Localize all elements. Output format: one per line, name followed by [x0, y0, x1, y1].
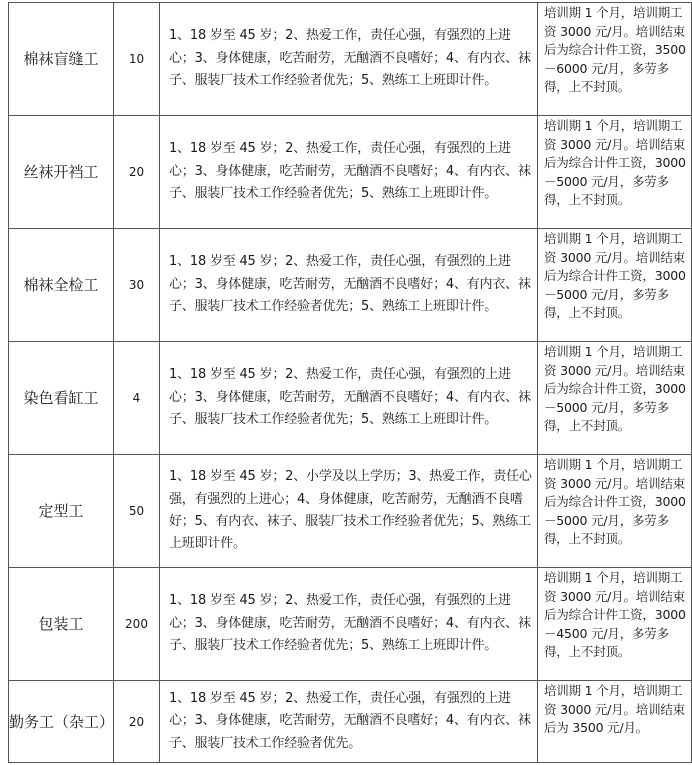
job-title: 定型工	[9, 455, 114, 568]
table-row	[9, 455, 692, 568]
job-requirements: 1、18 岁至 45 岁；2、热爱工作，责任心强，有强烈的上进心；3、身体健康，吃苦耐劳，无酗酒不良嗜好；4、有内衣、袜子、服装厂技术工作经验者优先；5、熟练工上班即计件。	[160, 229, 538, 342]
compensation-text: 培训期 1 个月，培训期工资 3000 元/月。培训结束后为综合计件工资，3000－5000 元/月，多劳多得，上不封顶。	[544, 231, 686, 321]
headcount: 30	[114, 229, 160, 342]
table-row	[9, 3, 692, 116]
job-title: 包装工	[9, 568, 114, 681]
table-row	[9, 116, 692, 229]
compensation-text: 培训期 1 个月，培训期工资 3000 元/月。培训结束后为综合计件工资，3500－6000 元/月，多劳多得，上不封顶。	[544, 5, 686, 95]
job-requirements: 1、18 岁至 45 岁；2、热爱工作，责任心强，有强烈的上进心；3、身体健康，吃苦耐劳，无酗酒不良嗜好；4、有内衣、袜子、服装厂技术工作经验者优先；5、熟练工上班即计件。	[160, 568, 538, 681]
compensation	[538, 568, 692, 681]
job-requirements: 1、18 岁至 45 岁；2、热爱工作，责任心强，有强烈的上进心；3、身体健康，吃苦耐劳，无酗酒不良嗜好；4、有内衣、袜子、服装厂技术工作经验者优先；5、熟练工上班即计件。	[160, 342, 538, 455]
headcount: 10	[114, 3, 160, 116]
job-listing-table	[8, 2, 692, 763]
compensation	[538, 681, 692, 763]
compensation-text: 培训期 1 个月，培训期工资 3000 元/月。培训结束后为综合计件工资，3000－5000 元/月，多劳多得，上不封顶。	[544, 457, 686, 547]
job-requirements: 1、18 岁至 45 岁；2、小学及以上学历；3、热爱工作，责任心强，有强烈的上进心；4、身体健康，吃苦耐劳，无酗酒不良嗜好；5、有内衣、袜子、服装厂技术工作经验者优先；5、熟练工上班即计件。	[160, 455, 538, 568]
headcount: 20	[114, 681, 160, 763]
compensation-text: 培训期 1 个月，培训期工资 3000 元/月。培训结束后为综合计件工资，3000－4500 元/月，多劳多得，上不封顶。	[544, 570, 686, 660]
job-title: 丝袜开裆工	[9, 116, 114, 229]
table-row	[9, 229, 692, 342]
compensation	[538, 342, 692, 455]
job-requirements: 1、18 岁至 45 岁；2、热爱工作，责任心强，有强烈的上进心；3、身体健康，吃苦耐劳，无酗酒不良嗜好；4、有内衣、袜子、服装厂技术工作经验者优先。	[160, 681, 538, 763]
job-title: 棉袜全检工	[9, 229, 114, 342]
headcount: 50	[114, 455, 160, 568]
job-requirements: 1、18 岁至 45 岁；2、热爱工作，责任心强，有强烈的上进心；3、身体健康，吃苦耐劳，无酗酒不良嗜好；4、有内衣、袜子、服装厂技术工作经验者优先；5、熟练工上班即计件。	[160, 3, 538, 116]
job-title: 勤务工（杂工）	[9, 681, 114, 763]
job-title: 棉袜盲缝工	[9, 3, 114, 116]
table-row	[9, 681, 692, 763]
compensation	[538, 455, 692, 568]
compensation	[538, 3, 692, 116]
table-row	[9, 342, 692, 455]
table-row	[9, 568, 692, 681]
headcount: 4	[114, 342, 160, 455]
compensation	[538, 229, 692, 342]
headcount: 20	[114, 116, 160, 229]
compensation-text: 培训期 1 个月，培训期工资 3000 元/月。培训结束后为 3500 元/月。	[544, 683, 685, 736]
compensation-text: 培训期 1 个月，培训期工资 3000 元/月。培训结束后为综合计件工资，3000－5000 元/月，多劳多得，上不封顶。	[544, 118, 686, 208]
compensation	[538, 116, 692, 229]
compensation-text: 培训期 1 个月，培训期工资 3000 元/月。培训结束后为综合计件工资，3000－5000 元/月，多劳多得，上不封顶。	[544, 344, 686, 434]
headcount: 200	[114, 568, 160, 681]
job-requirements: 1、18 岁至 45 岁；2、热爱工作，责任心强，有强烈的上进心；3、身体健康，吃苦耐劳，无酗酒不良嗜好；4、有内衣、袜子、服装厂技术工作经验者优先；5、熟练工上班即计件。	[160, 116, 538, 229]
job-title: 染色看缸工	[9, 342, 114, 455]
